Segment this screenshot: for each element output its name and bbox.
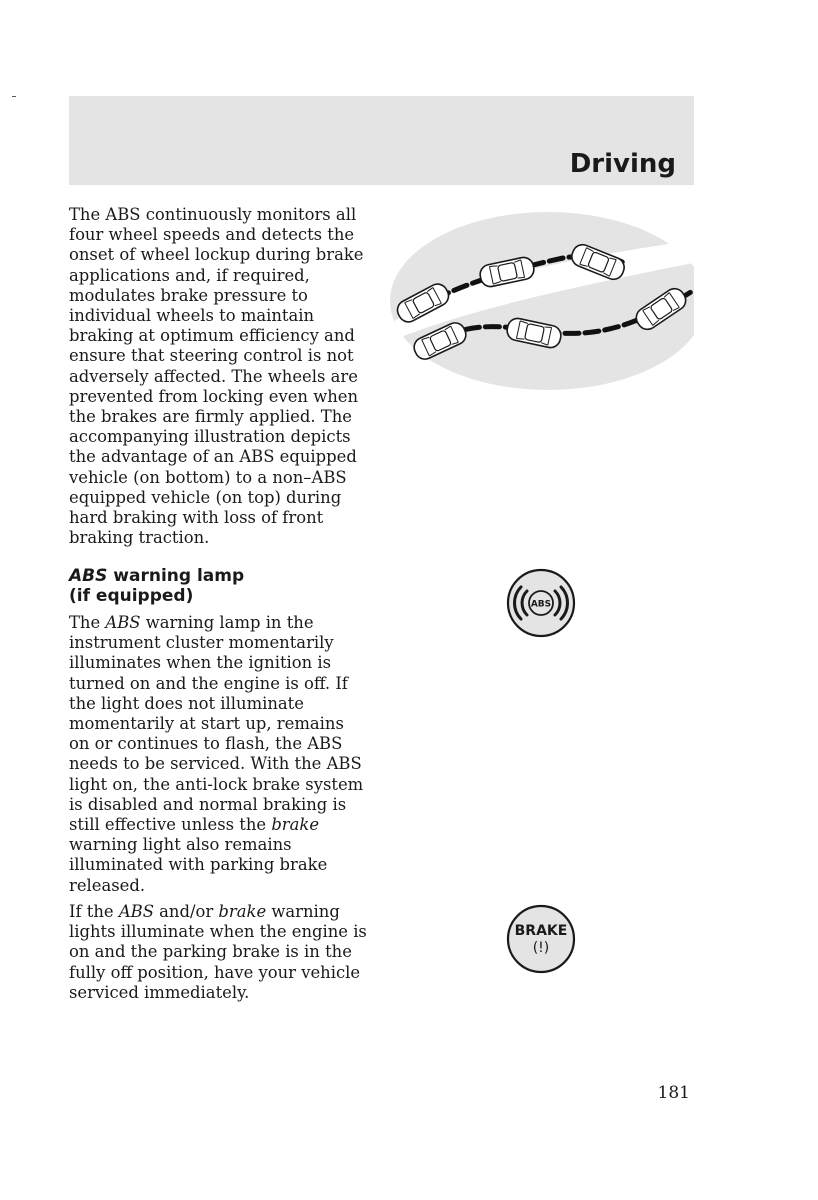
service-paragraph <box>69 902 369 1003</box>
abs-comparison-illustration <box>388 210 694 392</box>
p3-italic-abs: ABS <box>118 902 154 921</box>
p3-italic-brake: brake <box>218 902 267 921</box>
p2-text-1: The <box>69 613 106 632</box>
p3-text-3: warning lights illuminate when the engine is on and the parking brake is in the fully off position, have your vehicle serviced immediately. <box>69 902 367 1002</box>
section-header <box>69 96 694 185</box>
p2-text-2: warning lamp in the instrument cluster momentarily illuminates when the ignition is turned on and the engine is off. If the light does not illuminate momentarily at start up, remains on or continues to flash, the ABS needs to be serviced. With the ABS light on, the anti-lock brake system is disabled and normal braking is still effective unless the <box>69 613 364 835</box>
p2-text-3: warning light also remains illuminated with parking brake released. <box>69 835 328 895</box>
abs-heading-rest: warning lamp <box>107 566 245 586</box>
p2-italic-brake: brake <box>271 815 320 835</box>
brake-lamp-symbol: (!) <box>532 940 550 956</box>
abs-heading-italic: ABS <box>69 566 108 586</box>
p2-italic-abs: ABS <box>105 613 141 632</box>
page-number: 181 <box>657 1083 690 1103</box>
abs-heading-line2: (if equipped) <box>69 586 194 606</box>
intro-paragraph: The ABS continuously monitors all four wheel speeds and detects the onset of wheel lockup during brake applications and, if required, modulates brake pressure to individual wheels to maintain braking at optimum efficiency and ensure that steering control is not adversely affected. The wheels are prevented from locking even when the brakes are firmly applied. The accompanying illustration depicts the advantage of an ABS equipped vehicle (on bottom) to a non–ABS equipped vehicle (on top) during hard braking with loss of front braking traction. <box>69 205 364 548</box>
brake-lamp-label: BRAKE <box>514 923 568 939</box>
brake-warning-lamp-icon <box>505 903 577 975</box>
abs-lamp-paragraph <box>69 613 369 896</box>
p3-text-2: and/or <box>153 902 219 921</box>
abs-warning-lamp-heading <box>69 566 369 606</box>
abs-warning-lamp-icon <box>505 567 577 639</box>
abs-lamp-label: ABS <box>530 599 552 610</box>
scan-mark <box>12 96 16 97</box>
section-title: Driving <box>569 149 676 179</box>
p3-text-1: If the <box>69 902 119 921</box>
